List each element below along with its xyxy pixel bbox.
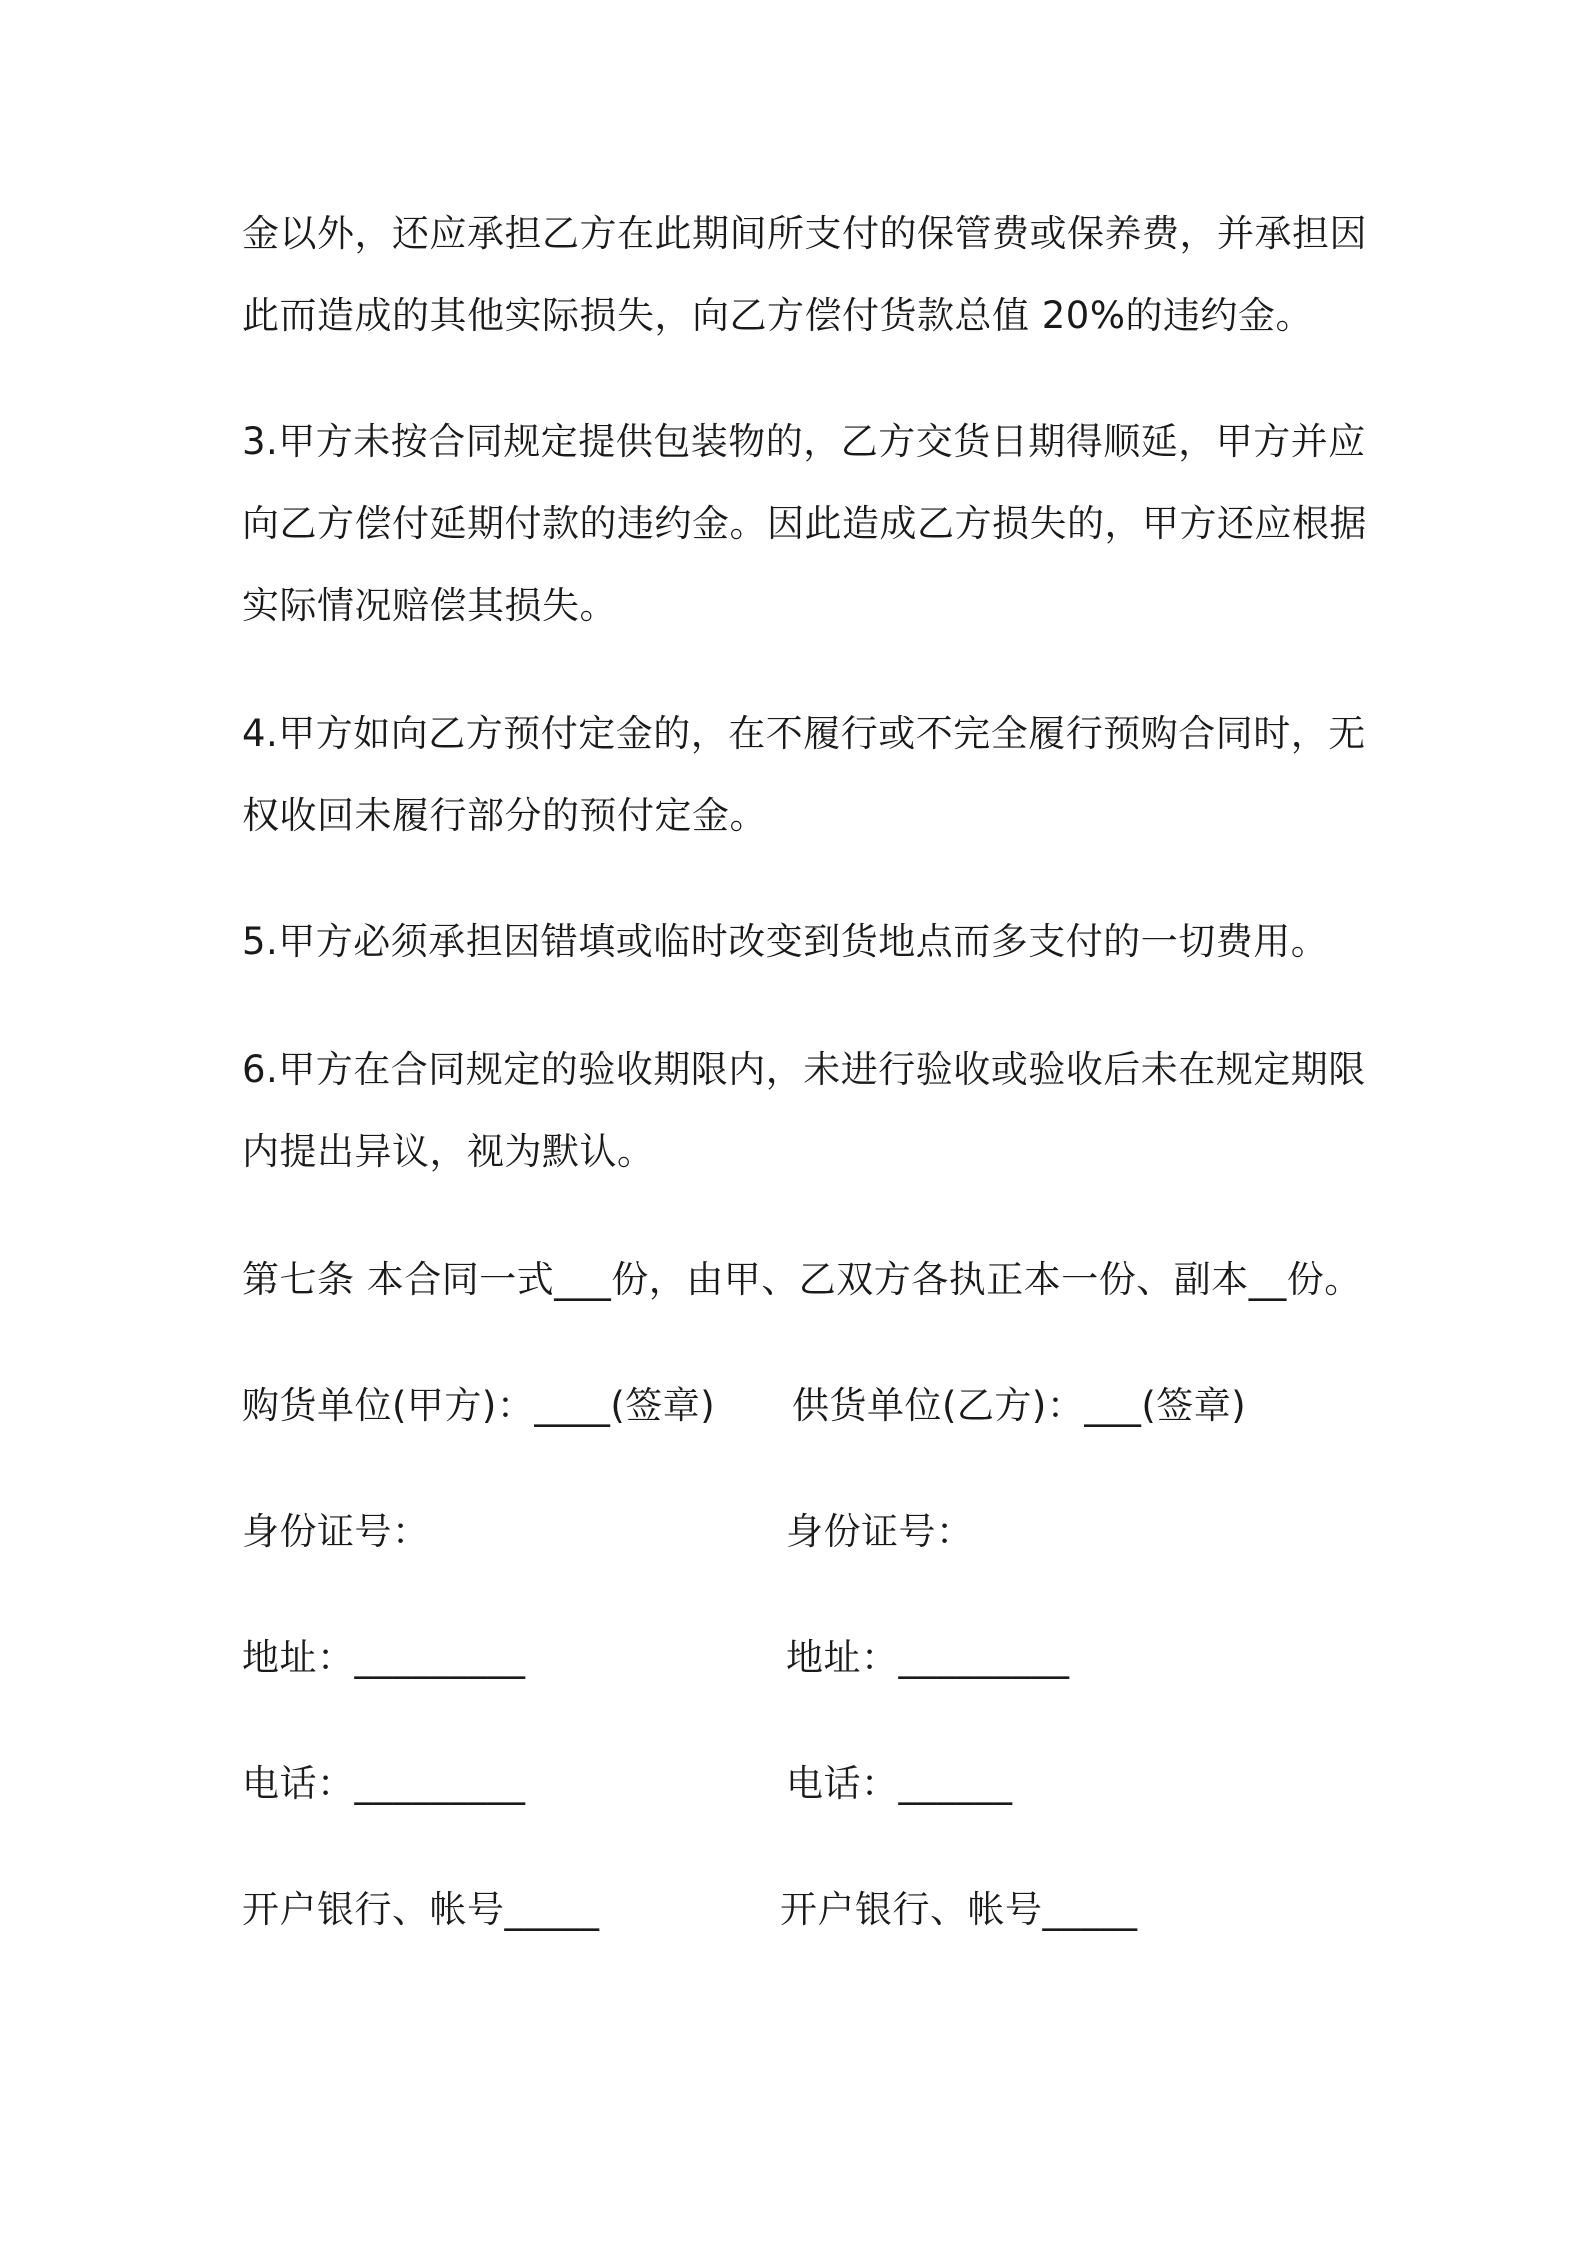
supplier-id-field: 身份证号： xyxy=(786,1510,974,1553)
buyer-bank-field: 开户银行、帐号_____ xyxy=(242,1888,600,1931)
clause-3-line: 3.甲方未按合同规定提供包装物的，乙方交货日期得顺延，甲方并应 xyxy=(242,420,1366,463)
clause-4-line: 4.甲方如向乙方预付定金的，在不履行或不完全履行预购合同时，无 xyxy=(242,712,1366,755)
clause-6-line: 内提出异议，视为默认。 xyxy=(242,1130,655,1173)
article-7: 第七条 本合同一式___份，由甲、乙双方各执正本一份、副本__份。 xyxy=(242,1258,1362,1301)
supplier-bank-field: 开户银行、帐号_____ xyxy=(780,1888,1138,1931)
supplier-signature-field: 供货单位(乙方)：___(签章) xyxy=(792,1384,1247,1427)
clause-4-line: 权收回未履行部分的预付定金。 xyxy=(242,794,767,837)
buyer-id-field: 身份证号： xyxy=(242,1510,430,1553)
clause-3-line: 实际情况赔偿其损失。 xyxy=(242,584,617,627)
clause-5-line: 5.甲方必须承担因错填或临时改变到货地点而多支付的一切费用。 xyxy=(242,920,1329,963)
buyer-address-field: 地址：_________ xyxy=(242,1636,526,1679)
clause-3-line: 向乙方偿付延期付款的违约金。因此造成乙方损失的，甲方还应根据 xyxy=(242,502,1367,545)
buyer-signature-field: 购货单位(甲方)：____(签章) xyxy=(242,1384,716,1427)
supplier-address-field: 地址：_________ xyxy=(786,1636,1070,1679)
clause-6-line: 6.甲方在合同规定的验收期限内，未进行验收或验收后未在规定期限 xyxy=(242,1048,1366,1091)
supplier-phone-field: 电话：______ xyxy=(786,1762,1013,1805)
paragraph-line: 金以外，还应承担乙方在此期间所支付的保管费或保养费，并承担因 xyxy=(242,212,1367,255)
buyer-phone-field: 电话：_________ xyxy=(242,1762,526,1805)
paragraph-line: 此而造成的其他实际损失，向乙方偿付货款总值 20%的违约金。 xyxy=(242,294,1313,337)
